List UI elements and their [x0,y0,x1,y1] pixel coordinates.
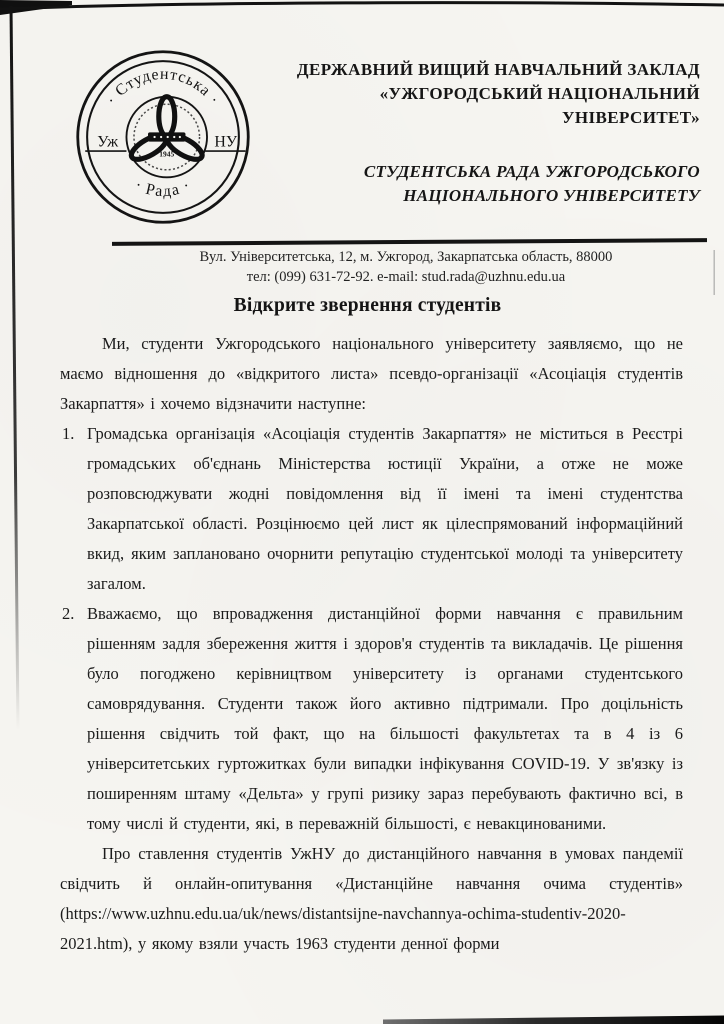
student-council-block [250,160,700,208]
address-line: Вул. Університетська, 12, м. Ужгород, Закарпатська область, 88000 [199,249,613,265]
stamp-bottom-text: · Рада · [132,176,194,201]
institution-name-block [250,58,700,130]
council-line-1: СТУДЕНТСЬКА РАДА УЖГОРОДСЬКОГО [363,162,700,181]
document-body [60,329,683,959]
closing-paragraph: Про ставлення студентів УжНУ до дистанційного навчання в умовах пандемії свідчить й онлайн-опитування «Дистанційне навчання очима студентів» (https://www.uzhnu.edu.ua/uk/news/distantsijne-navchannya-ochima-studentiv-2020-2021.htm), у якому взяли участь 1963 студенти денної форми [60,844,683,953]
institution-line-1: ДЕРЖАВНИЙ ВИЩИЙ НАВЧАЛЬНИЙ ЗАКЛАД [296,60,700,79]
list-item-number: 1. [62,424,75,443]
list-item [60,599,683,839]
top-edge-line [0,3,724,9]
top-left-edge-wedge [0,0,72,15]
institution-line-2: «УЖГОРОДСЬКИЙ НАЦІОНАЛЬНИЙ [379,84,700,103]
institution-line-3: УНІВЕРСИТЕТ» [562,108,700,127]
list-item-text: Громадська організація «Асоціація студентів Закарпаття» не міститься в Реєстрі громадських об'єднань Міністерства юстиції України, а отже не може розповсюджувати жодні повідомлення від її імені та імені студентства Закарпатської області. Розцінюємо цей лист як цілеспрямований інформаційний вкид, яким заплановано очорнити репутацію студентської молоді та університету загалом. [87,424,683,593]
stamp-left-abbr: Уж [97,133,119,151]
phone-email-line: тел: (099) 631-72-92. e-mail: stud.rada@uzhnu.edu.ua [246,269,566,285]
left-edge-line [11,6,18,730]
list-item-number: 2. [62,604,75,623]
stamp-right-abbr: НУ [214,133,238,151]
right-edge-mark [714,250,715,295]
intro-paragraph: Ми, студенти Ужгородського національного університету заявляємо, що не маємо відношення до «відкритого листа» псевдо-організації «Асоціація студентів Закарпаття» і хочемо відзначити наступне: [60,334,683,413]
student-council-stamp-logo [74,48,252,226]
stamp-top-text: · Студентська · [103,65,223,109]
document-title: Відкрите звернення студентів [233,295,502,316]
council-line-2: НАЦІОНАЛЬНОГО УНІВЕРСИТЕТУ [403,186,700,205]
emblem-year: 1945 [159,149,175,159]
contact-block [100,247,712,287]
list-item [60,419,683,599]
numbered-list [60,419,683,839]
letterhead-divider [112,238,707,245]
scan-bottom-edge-bar [383,1014,724,1024]
list-item-text: Вважаємо, що впровадження дистанційної форми навчання є правильним рішенням задля збереження життя і здоров'я студентів та викладачів. Це рішення було погоджено керівництвом університету із органами студентського самоврядування. Студенти також його активно підтримали. Про доцільність рішення свідчить той факт, що на більшості факультетах та в 4 із 6 університетських гуртожитках були випадки інфікування COVID-19. У зв'язку із поширенням штаму «Дельта» у групі ризику зараз перебувають фактично всі, в тому числі й студенти, які, в переважній більшості, є невакцинованими. [87,604,683,833]
